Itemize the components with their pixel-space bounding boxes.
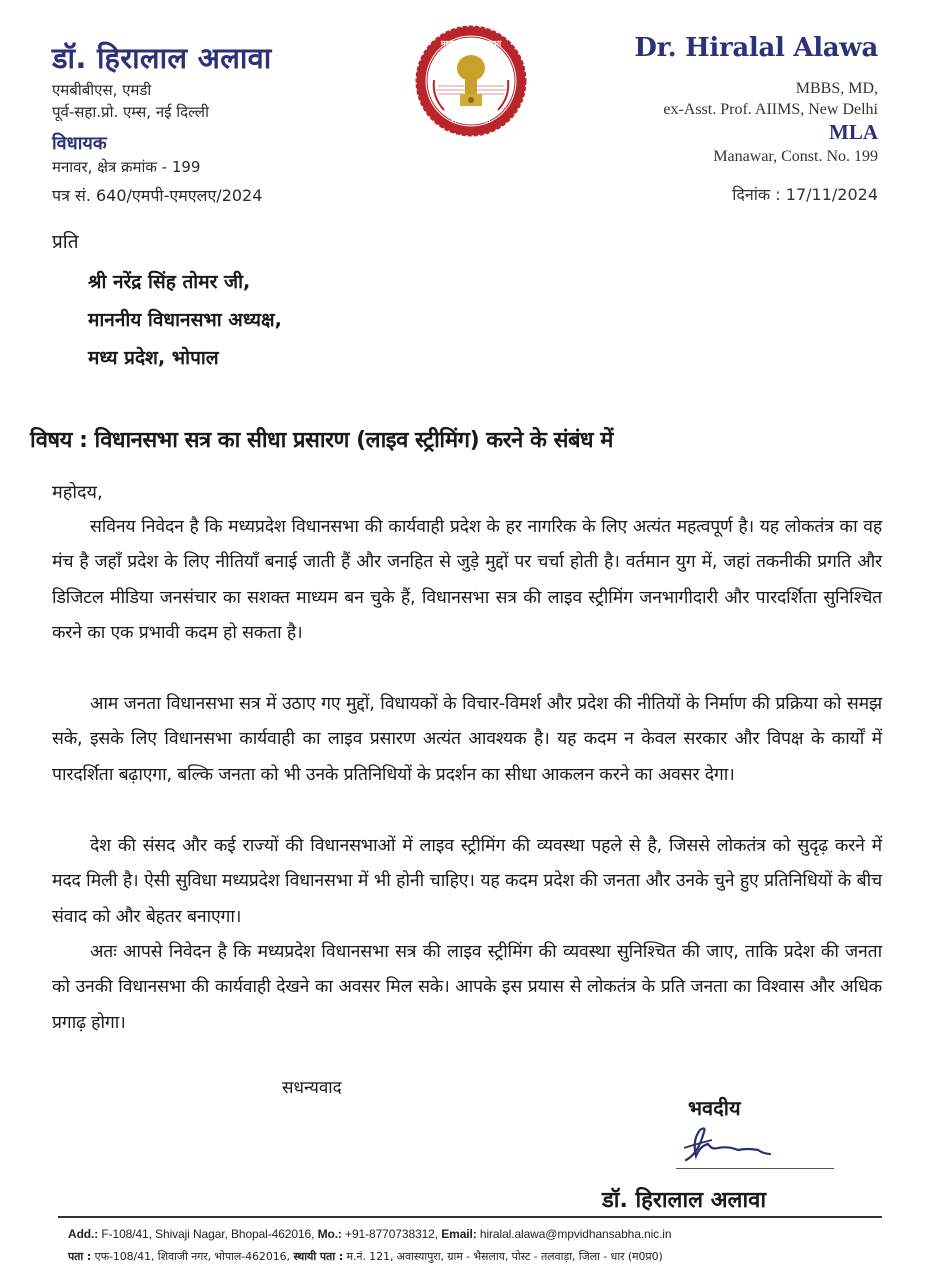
footer-permanent-label: स्थायी पता :: [293, 1250, 344, 1263]
footer-mobile-value: +91-8770738312,: [341, 1227, 442, 1241]
closing-thanks: सधन्यवाद: [282, 1078, 342, 1098]
body-paragraph: अतः आपसे निवेदन है कि मध्यप्रदेश विधानसभा सत्र की लाइव स्ट्रीमिंग की व्यवस्था सुनिश्चित की जाए, ताकि प्रदेश की जनता को उनकी विधानसभा की कार्यवाही देखने का अवसर मिल सके। आपके इस प्रयास से लोकतंत्र के प्रति जनता का विश्वास और अधिक प्रगाढ़ होगा।: [52, 942, 882, 1033]
recipient-label: प्रति: [52, 231, 79, 253]
footer-address-value: एफ-108/41, शिवाजी नगर, भोपाल-462016,: [91, 1250, 294, 1263]
footer-email-value: hiralal.alawa@mpvidhansabha.nic.in: [476, 1227, 672, 1241]
recipient-line: श्री नरेंद्र सिंह तोमर जी,: [88, 271, 251, 293]
letter-number: पत्र सं. 640/एमपी-एमएलए/2024: [52, 186, 263, 205]
footer-permanent-value: म.नं. 121, अवास्यापुरा, ग्राम - भैसलाय, पोस्ट - तलवाड़ा, जिला - धार (म0प्र0): [343, 1250, 663, 1263]
letterhead-english-degree: MBBS, MD,: [795, 80, 878, 97]
seal-bottom-text: सत्यमेव जयते: [451, 116, 491, 125]
closing-yours: भवदीय: [688, 1096, 741, 1120]
signature-icon: [678, 1120, 798, 1170]
letterhead-hindi-degree: एमबीबीएस, एमडी: [52, 81, 152, 99]
footer-mobile-label: Mo.:: [317, 1227, 342, 1241]
letterhead-hindi-name: डॉ. हिरालाल अलावा: [52, 41, 272, 75]
footer-hindi-address: [68, 1249, 663, 1264]
footer-english-address: [68, 1227, 671, 1241]
signature-line: [676, 1168, 834, 1169]
seal-top-text: मध्यप्रदेश विधानसभा: [440, 39, 502, 48]
footer-add-value: F-108/41, Shivaji Nagar, Bhopal-462016,: [98, 1227, 318, 1241]
letterhead-english-name: Dr. Hiralal Alawa: [634, 33, 878, 63]
footer-email-label: Email:: [441, 1227, 477, 1241]
body-paragraph: आम जनता विधानसभा सत्र में उठाए गए मुद्दों, विधायकों के विचार-विमर्श और प्रदेश की नीतियों के निर्माण की प्रक्रिया को समझ सके, इसके लिए विधानसभा कार्यवाही का लाइव प्रसारण अत्यंत आवश्यक है। यह कदम न केवल सरकार और विपक्ष के कार्यों में पारदर्शिता बढ़ाएगा, बल्कि जनता को भी उनके प्रतिनिधियों के प्रदर्शन का सीधा आकलन करने का अवसर देगा।: [52, 694, 882, 785]
letterhead-hindi-constituency: मनावर, क्षेत्र क्रमांक - 199: [52, 158, 201, 176]
signatory-name: डॉ. हिरालाल अलावा: [602, 1188, 767, 1213]
letterhead-hindi-designation: विधायक: [52, 133, 107, 154]
letterhead-hindi-former-post: पूर्व-सहा.प्रो. एम्स, नई दिल्ली: [52, 103, 209, 121]
recipient-line: माननीय विधानसभा अध्यक्ष,: [88, 309, 282, 331]
footer-address-label: पता :: [68, 1250, 92, 1263]
salutation: महोदय,: [52, 482, 103, 503]
body-paragraph: देश की संसद और कई राज्यों की विधानसभाओं में लाइव स्ट्रीमिंग की व्यवस्था पहले से है, जिससे लोकतंत्र को सुदृढ़ करने में मदद मिली है। ऐसी सुविधा मध्यप्रदेश विधानसभा में भी होनी चाहिए। यह कदम प्रदेश की जनता और उनके चुने हुए प्रतिनिधियों के बीच संवाद को और बेहतर बनाएगा।: [52, 836, 882, 927]
body-paragraph: सविनय निवेदन है कि मध्यप्रदेश विधानसभा की कार्यवाही प्रदेश के हर नागरिक के लिए अत्यंत महत्वपूर्ण है। यह लोकतंत्र का वह मंच है जहाँ प्रदेश के लिए नीतियाँ बनाई जाती हैं और जनहित से जुड़े मुद्दों पर चर्चा होती है। वर्तमान युग में, जहां तकनीकी प्रगति और डिजिटल मीडिया जनसंचार का सशक्त माध्यम बन चुके हैं, विधानसभा सत्र की लाइव स्ट्रीमिंग जनभागीदारी और पारदर्शिता सुनिश्चित करने का एक प्रभावी कदम हो सकता है।: [52, 517, 882, 644]
letterhead-english-designation: MLA: [829, 120, 878, 144]
vidhansabha-seal-icon: [412, 22, 530, 140]
letter-subject: विषय : विधानसभा सत्र का सीधा प्रसारण (लाइव स्ट्रीमिंग) करने के संबंध में: [30, 428, 613, 453]
letterhead-english-former-post: ex-Asst. Prof. AIIMS, New Delhi: [663, 101, 878, 118]
footer-add-label: Add.:: [68, 1227, 99, 1241]
footer-divider: [58, 1216, 882, 1218]
letter-date: दिनांक : 17/11/2024: [732, 185, 878, 204]
letterhead-english-constituency: Manawar, Const. No. 199: [713, 148, 878, 165]
recipient-line: मध्य प्रदेश, भोपाल: [88, 347, 219, 369]
